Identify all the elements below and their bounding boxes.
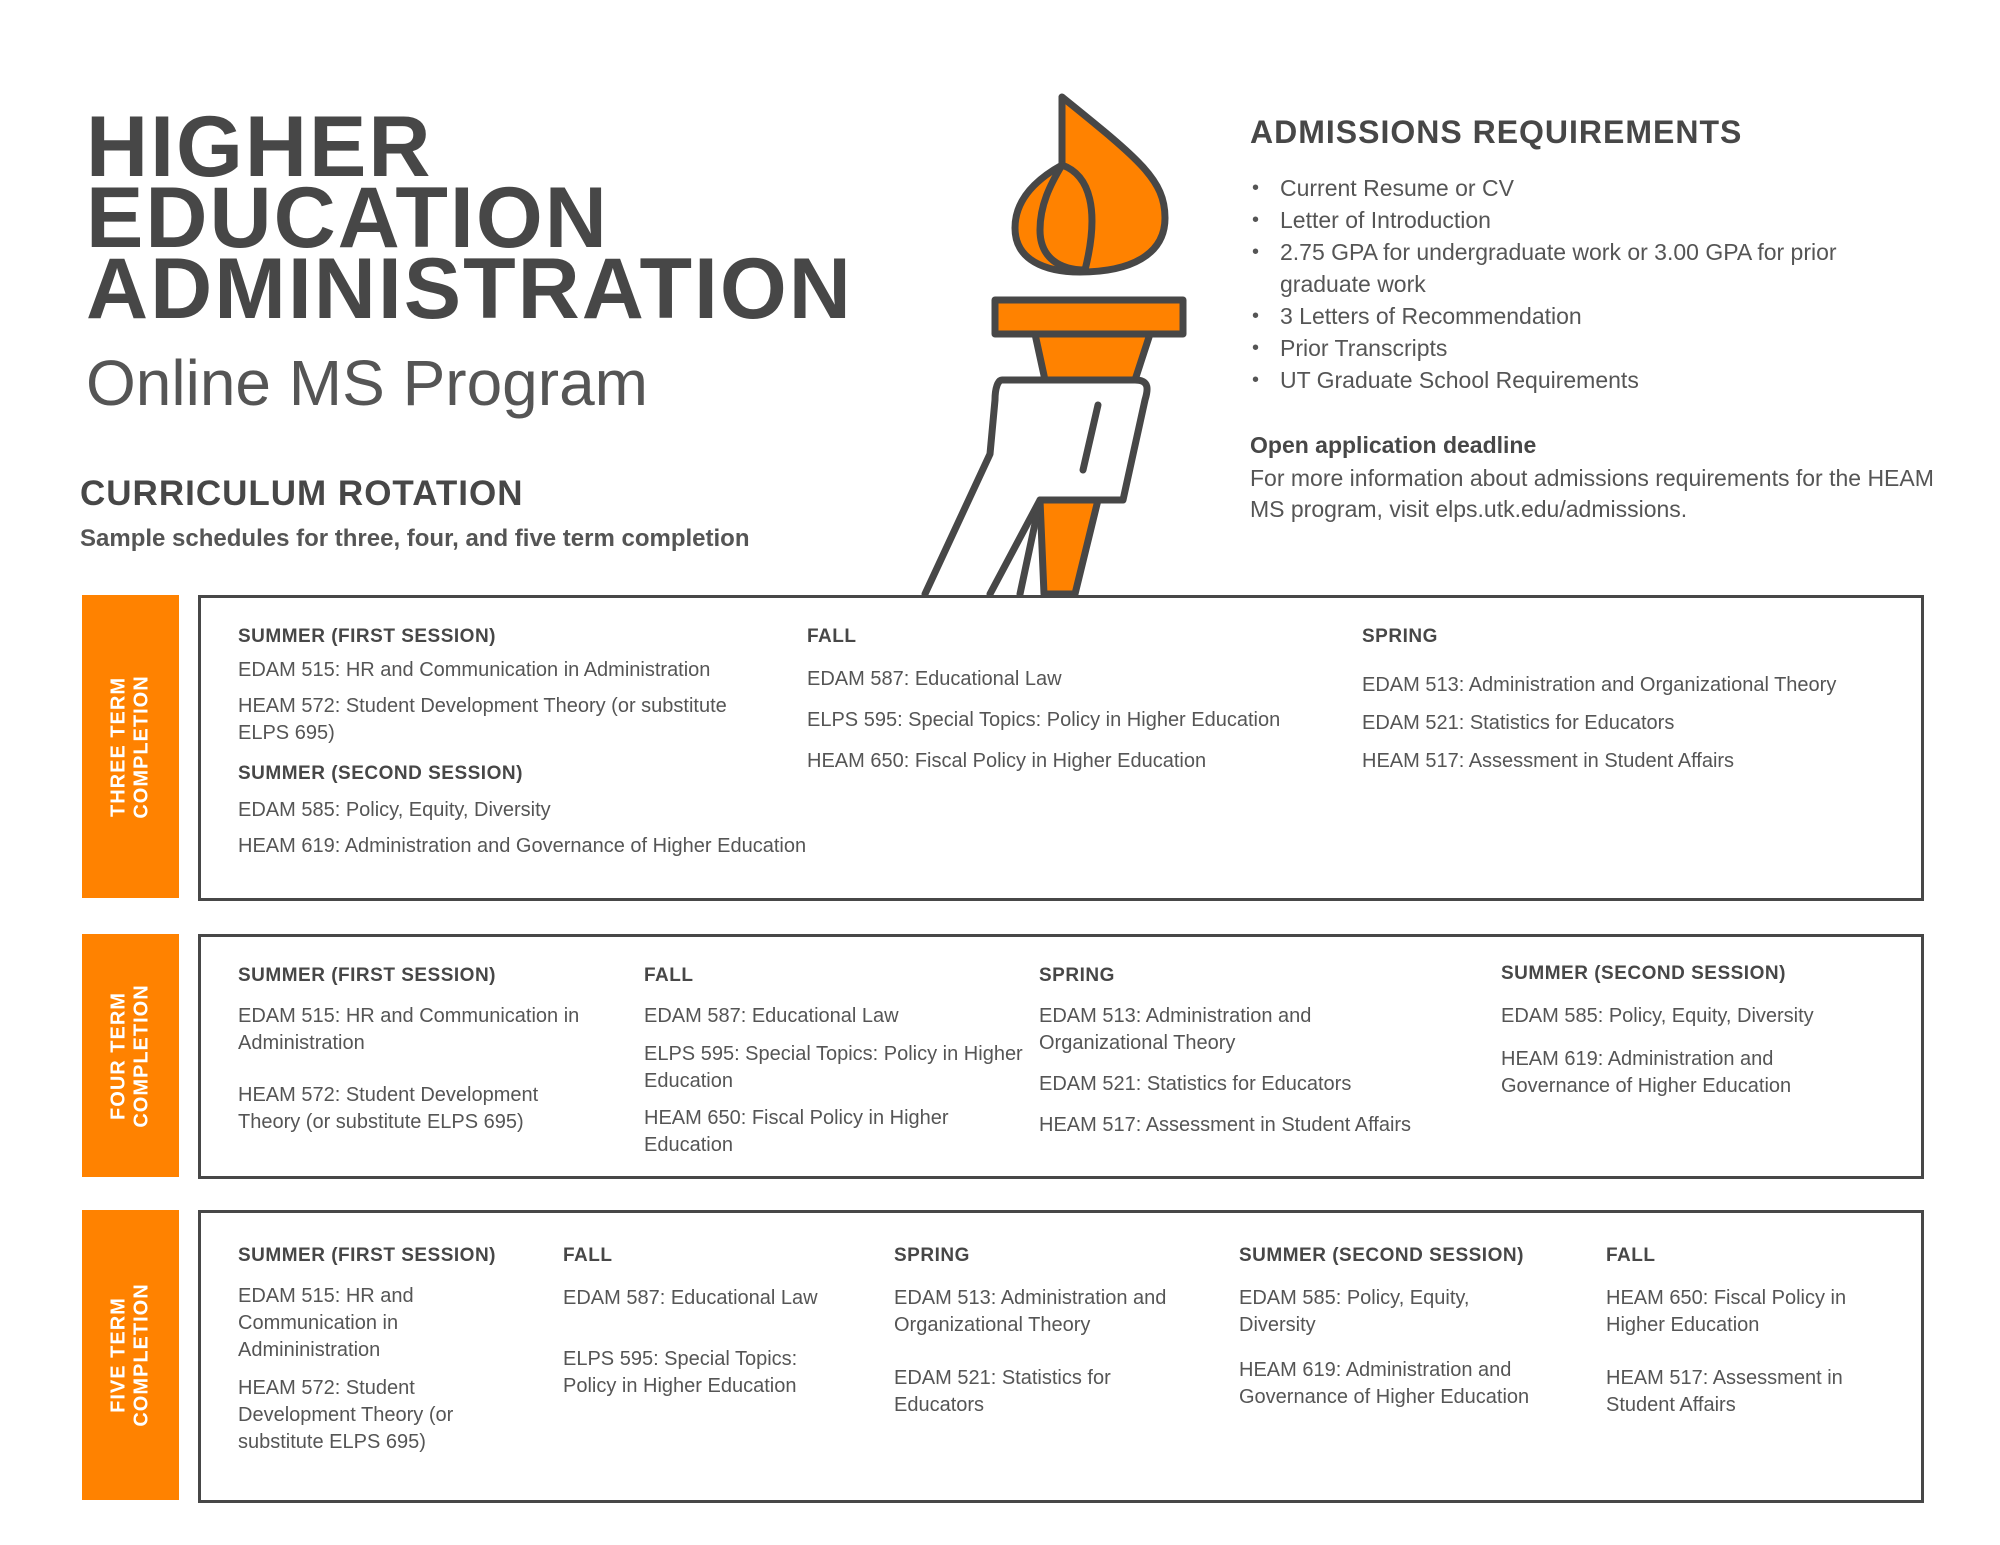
term-heading: FALL [1606,1245,1656,1266]
five-summer1-column [238,1245,538,1456]
three-term-box [198,595,1924,901]
term-heading: SUMMER (SECOND SESSION) [1501,963,1786,984]
course-item: EDAM 513: Administration and Organizational Theory [1039,1005,1312,1054]
torch-icon [870,85,1200,605]
course-item: EDAM 585: Policy, Equity, Diversity [1239,1287,1470,1336]
course-item: HEAM 650: Fiscal Policy in Higher Education [1606,1287,1847,1336]
course-item: EDAM 585: Policy, Equity, Diversity [1501,1005,1814,1027]
four-fall-column [644,965,1024,1159]
course-item: EDAM 515: HR and Communication in Administration [238,659,711,681]
course-item: HEAM 619: Administration and Governance of Higher Education [1239,1359,1530,1408]
four-term-tab [82,934,179,1177]
list-item: • Current Resume or CV [1250,172,1930,204]
list-item: • 2.75 GPA for undergraduate work or 3.00 GPA for prior graduate work [1250,236,1930,300]
course-item: EDAM 521: Statistics for Educators [894,1367,1111,1416]
course-item: EDAM 587: Educational Law [807,668,1062,690]
tab-label-line: COMPLETION [130,983,153,1128]
four-summer2-column [1501,963,1901,1100]
deadline-heading: Open application deadline [1250,432,1537,458]
term-heading: SUMMER (FIRST SESSION) [238,626,497,647]
course-item: HEAM 572: Student Development Theory (or substitute ELPS 695) [238,1377,454,1453]
term-heading: SPRING [1039,965,1115,986]
tab-label-line: FIVE TERM [107,1297,130,1413]
three-fall-column [807,626,1352,775]
term-heading: SPRING [894,1245,970,1266]
course-item: EDAM 521: Statistics for Educators [1039,1073,1352,1095]
admissions-heading: ADMISSIONS REQUIREMENTS [1250,114,1743,150]
course-item: EDAM 521: Statistics for Educators [1362,712,1675,734]
three-spring-column [1362,626,1907,775]
term-heading: SUMMER (FIRST SESSION) [238,965,497,986]
course-item: HEAM 517: Assessment in Student Affairs [1606,1367,1843,1416]
five-term-tab [82,1210,179,1500]
course-item: EDAM 587: Educational Law [644,1005,899,1027]
four-summer1-column [238,965,598,1136]
course-item: HEAM 619: Administration and Governance of Higher Education [238,835,807,857]
course-item: HEAM 517: Assessment in Student Affairs [1362,750,1735,772]
term-heading: SPRING [1362,626,1438,647]
curriculum-heading: CURRICULUM ROTATION [80,474,524,513]
term-heading: FALL [644,965,694,986]
term-heading: SUMMER (SECOND SESSION) [1239,1245,1524,1266]
course-item: HEAM 650: Fiscal Policy in Higher Education [644,1107,949,1156]
course-item: EDAM 513: Administration and Organizational Theory [1362,674,1837,696]
program-subtitle: Online MS Program [86,347,648,419]
title-line-3: ADMINISTRATION [86,241,853,337]
course-item: ELPS 595: Special Topics: Policy in Higher Education [644,1043,1023,1092]
admissions-list [1250,172,1930,396]
list-item: • Letter of Introduction [1250,204,1930,236]
course-item: HEAM 517: Assessment in Student Affairs [1039,1114,1412,1136]
course-item: HEAM 572: Student Development Theory (or substitute ELPS 695) [238,1084,539,1133]
course-item: EDAM 587: Educational Law [563,1287,818,1309]
tab-label-line: COMPLETION [130,1283,153,1427]
five-fall1-column [563,1245,863,1400]
list-item: • Prior Transcripts [1250,332,1930,364]
tab-label-line: THREE TERM [107,676,130,817]
five-summer2-column [1239,1245,1559,1411]
four-spring-column [1039,965,1479,1139]
three-summer1-column [238,626,807,860]
course-item: HEAM 650: Fiscal Policy in Higher Education [807,750,1207,772]
course-item: HEAM 572: Student Development Theory (or substitute ELPS 695) [238,695,727,744]
term-heading: FALL [807,626,857,647]
list-item: • UT Graduate School Requirements [1250,364,1930,396]
three-term-tab [82,595,179,898]
tab-label-line: COMPLETION [130,674,153,819]
term-heading: SUMMER (SECOND SESSION) [238,763,523,784]
course-item: HEAM 619: Administration and Governance of Higher Education [1501,1048,1792,1097]
title-line-1: HIGHER [86,99,433,195]
course-item: EDAM 585: Policy, Equity, Diversity [238,799,551,821]
five-term-box [198,1210,1924,1503]
course-item: EDAM 513: Administration and Organizational Theory [894,1287,1167,1336]
four-term-box [198,934,1924,1179]
deadline-text: For more information about admissions requirements for the HEAM MS program, visit elps.utk.edu/admissions. [1250,465,1934,522]
list-item: • 3 Letters of Recommendation [1250,300,1930,332]
course-item: EDAM 515: HR and Communication in Admininistration [238,1285,414,1361]
course-item: ELPS 595: Special Topics: Policy in Higher Education [563,1348,798,1397]
title-line-2: EDUCATION [86,170,609,266]
course-item: EDAM 515: HR and Communication in Administration [238,1005,580,1054]
tab-label-line: FOUR TERM [107,991,130,1120]
course-item: ELPS 595: Special Topics: Policy in Higher Education [807,709,1281,731]
term-heading: FALL [563,1245,613,1266]
five-spring-column [894,1245,1214,1419]
term-heading: SUMMER (FIRST SESSION) [238,1245,497,1266]
curriculum-subheading: Sample schedules for three, four, and five term completion [80,525,750,552]
five-fall2-column [1606,1245,1906,1419]
